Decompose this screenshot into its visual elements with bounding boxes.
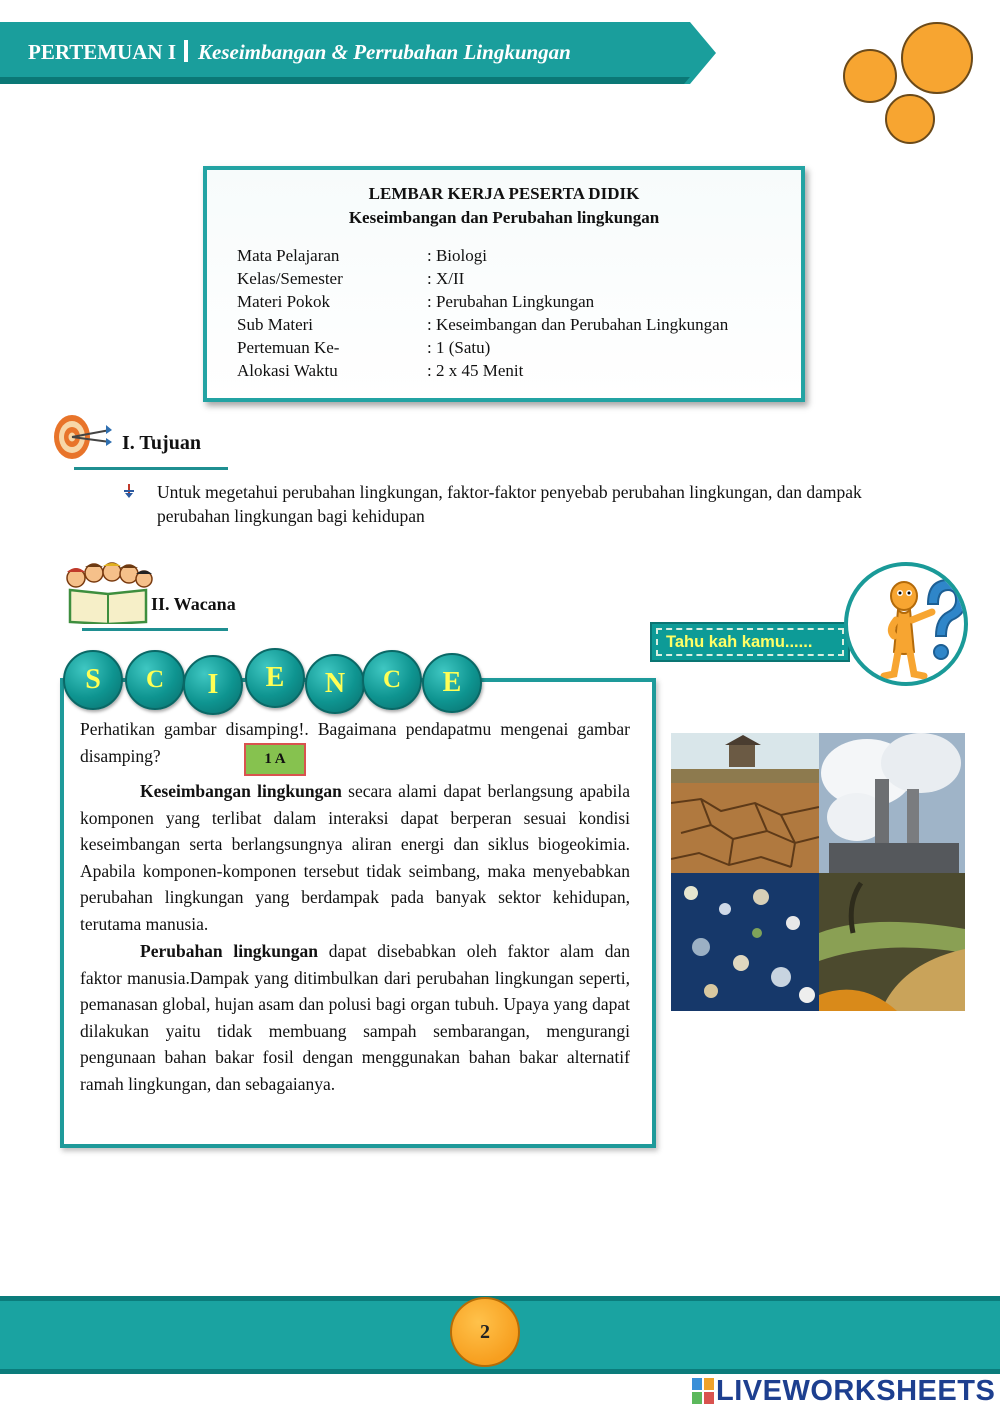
did-you-know-label: Tahu kah kamu...... <box>666 633 813 651</box>
section-divider <box>74 467 228 470</box>
reading-intro: Perhatikan gambar disamping!. Bagaimana pendapatmu mengenai gambar disamping? <box>80 719 630 766</box>
worksheet-title: LEMBAR KERJA PESERTA DIDIK <box>368 184 640 203</box>
science-letter-ball: E <box>422 653 482 713</box>
decorative-circles-icon <box>840 18 980 148</box>
info-value: : Biologi <box>427 246 487 265</box>
info-label: Mata Pelajaran <box>237 246 340 265</box>
did-you-know-banner <box>650 622 850 662</box>
keyword-bold: Perubahan lingkungan <box>140 941 318 961</box>
info-value: : Perubahan Lingkungan <box>427 292 595 311</box>
section-divider <box>82 628 228 631</box>
info-label: Materi Pokok <box>237 292 331 311</box>
question-mark-character-icon <box>848 566 968 686</box>
environment-photo-collage <box>671 733 965 1011</box>
factory-smoke-photo <box>819 733 965 873</box>
info-value: : 1 (Satu) <box>427 338 491 357</box>
paragraph-text: secara alami dapat berlangsung apabila komponen yang terlibat dalam interaksi dapat berperan sesuai kondisi keseimbangan serta berlangsungnya aliran energi dan siklus biogeokimia. Apabila komponen-komponen tersebut tidak seimbang, maka menyebabkan perubahan lingkungan yang berdampak pada banyak sektor kehidupan, terutama manusia. <box>80 781 630 934</box>
science-letter-ball: I <box>183 655 243 715</box>
science-letter-ball: C <box>362 650 422 710</box>
header-topic: Keseimbangan & Perrubahan Lingkungan <box>198 40 571 64</box>
reading-kids-icon <box>62 562 154 624</box>
info-value: : X/II <box>427 269 465 288</box>
info-value: : Keseimbangan dan Perubahan Lingkungan <box>427 315 729 334</box>
meeting-label: PERTEMUAN I <box>28 40 177 64</box>
section-wacana-heading: II. Wacana <box>151 594 236 614</box>
reading-paragraph-2 <box>80 938 630 1097</box>
science-letter-ball: C <box>125 650 185 710</box>
science-letter-ball: N <box>305 654 365 714</box>
science-letter-ball: S <box>63 650 123 710</box>
dry-cracked-land-photo <box>671 733 819 873</box>
answer-box-1a[interactable]: 1 A <box>244 743 306 776</box>
polluted-water-photo <box>671 873 819 1011</box>
tujuan-text: Untuk megetahui perubahan lingkungan, faktor-faktor penyebab perubahan lingkungan, dan dampak perubahan lingkungan bagi kehidupan <box>157 482 862 526</box>
header-banner <box>0 22 718 84</box>
science-letter-ball: E <box>245 648 305 708</box>
page-number: 2 <box>450 1297 520 1367</box>
info-label: Kelas/Semester <box>237 269 343 288</box>
info-label: Pertemuan Ke- <box>237 338 340 357</box>
worksheet-subtitle: Keseimbangan dan Perubahan lingkungan <box>348 208 660 227</box>
paragraph-text: dapat disebabkan oleh faktor alam dan faktor manusia.Dampak yang ditimbulkan dari perubahan lingkungan seperti, pemanasan global, hujan asam dan polusi bagi organ tubuh. Upaya yang dapat dilakukan yaitu tidak membuang sampah sembarangan, mengurangi pengunaan bahan bakar fosil dengan menggunakan bahan bakar alternatif ramah lingkungan, dan sebagaianya. <box>80 941 631 1094</box>
reading-paragraph-1 <box>80 778 630 937</box>
target-icon <box>52 412 114 462</box>
info-value: : 2 x 45 Menit <box>427 361 524 380</box>
header-separator <box>184 40 188 62</box>
bullet-arrow-icon <box>122 484 136 498</box>
liveworksheets-brand: LIVEWORKSHEETS <box>716 1375 996 1407</box>
liveworksheets-logo-icon <box>692 1378 714 1404</box>
info-label: Sub Materi <box>237 315 314 334</box>
keyword-bold: Keseimbangan lingkungan <box>140 781 342 801</box>
worksheet-info-box <box>203 166 805 402</box>
question-character-frame <box>844 562 968 686</box>
polluted-stream-photo <box>819 873 965 1011</box>
section-tujuan-heading: I. Tujuan <box>122 432 201 454</box>
info-label: Alokasi Waktu <box>237 361 338 380</box>
